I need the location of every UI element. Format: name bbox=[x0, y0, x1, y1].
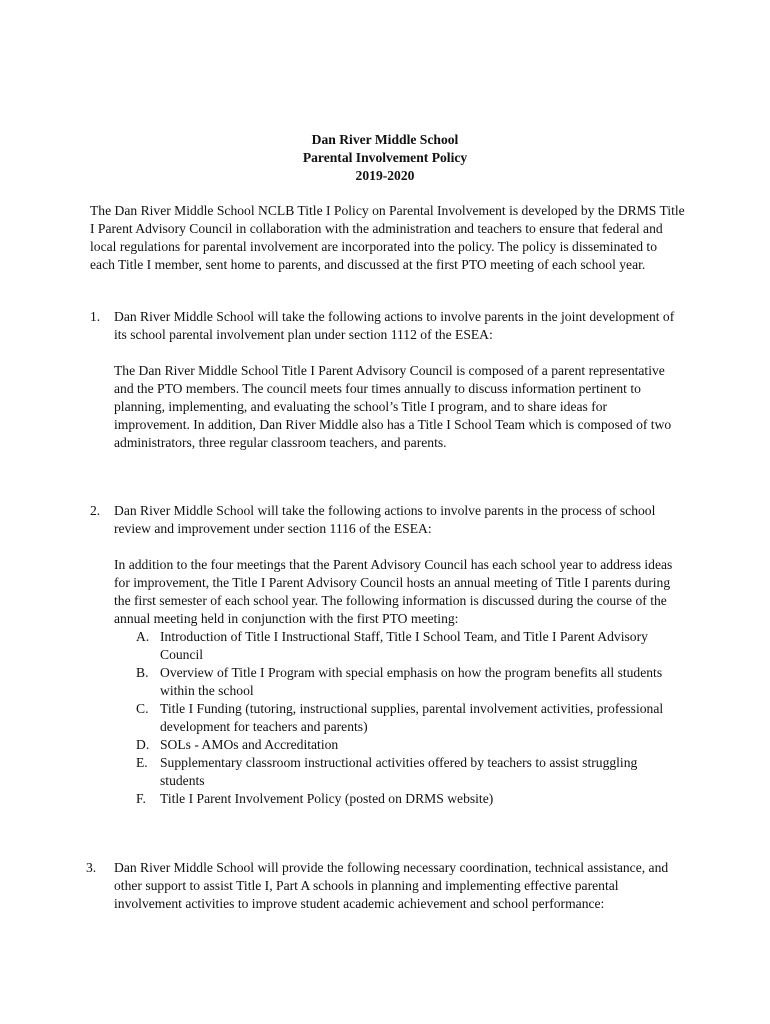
list-marker: B. bbox=[136, 665, 149, 680]
intro-paragraph: The Dan River Middle School NCLB Title I Policy on Parental Involvement is developed by the DRMS Title I Parent Advisory Council in collaboration with the administration and teachers to ensure that federal and local regulations for parental involvement are incorporated into the policy. The policy is disseminated to each Title I member, sent home to parents, and discussed at the first PTO meeting of each school year. bbox=[90, 203, 685, 272]
list-item-text: Title I Funding (tutoring, instructional supplies, parental involvement activities, professional development for teachers and parents) bbox=[160, 701, 664, 734]
item-heading: Dan River Middle School will provide the following necessary coordination, technical assistance, and other support to assist Title I, Part A schools in planning and implementing effective parental involvement activities to improve student academic achievement and school performance: bbox=[114, 860, 669, 911]
list-item-text: SOLs - AMOs and Accreditation bbox=[160, 737, 339, 752]
item-number: 2. bbox=[90, 503, 101, 518]
school-name-heading: Dan River Middle School bbox=[311, 132, 459, 147]
list-item bbox=[114, 790, 685, 808]
item-number: 1. bbox=[90, 309, 101, 324]
list-marker: F. bbox=[136, 791, 146, 806]
item-body bbox=[114, 502, 685, 808]
item-heading: Dan River Middle School will take the following actions to involve parents in the process of school review and improvement under section 1116 of the ESEA: bbox=[114, 503, 656, 536]
item-paragraph: The Dan River Middle School Title I Parent Advisory Council is composed of a parent representative and the PTO members. The council meets four times annually to discuss information pertinent to planning, implementing, and evaluating the school’s Title I program, and to share ideas for improvement. In addition, Dan River Middle also has a Title I School Team which is composed of two administrators, three regular classroom teachers, and parents. bbox=[114, 363, 672, 450]
list-item-text: Title I Parent Involvement Policy (posted on DRMS website) bbox=[160, 791, 494, 806]
list-marker: E. bbox=[136, 755, 148, 770]
list-item bbox=[114, 628, 685, 664]
list-item-text: Supplementary classroom instructional activities offered by teachers to assist struggling students bbox=[160, 755, 638, 788]
policy-title-heading: Parental Involvement Policy bbox=[302, 150, 468, 165]
list-marker: A. bbox=[136, 629, 150, 644]
list-item bbox=[114, 754, 685, 790]
list-item bbox=[114, 664, 685, 700]
list-marker: D. bbox=[136, 737, 150, 752]
item-heading: Dan River Middle School will take the following actions to involve parents in the joint development of its school parental involvement plan under section 1112 of the ESEA: bbox=[114, 309, 675, 342]
list-marker: C. bbox=[136, 701, 149, 716]
list-item-text: Overview of Title I Program with special emphasis on how the program benefits all students within the school bbox=[160, 665, 663, 698]
meeting-topics-list bbox=[114, 628, 685, 808]
policy-item-3 bbox=[86, 859, 685, 913]
list-item bbox=[114, 736, 685, 754]
policy-item-1 bbox=[90, 308, 685, 452]
school-year-heading: 2019-2020 bbox=[355, 168, 415, 183]
item-paragraph: In addition to the four meetings that the Parent Advisory Council has each school year to address ideas for improvement, the Title I Parent Advisory Council hosts an annual meeting of Title I parents during the first semester of each school year. The following information is discussed during the course of the annual meeting held in conjunction with the first PTO meeting: bbox=[114, 557, 673, 626]
document-title-block bbox=[0, 131, 770, 185]
item-number: 3. bbox=[86, 860, 97, 875]
policy-item-2 bbox=[90, 502, 685, 808]
item-body bbox=[114, 308, 685, 452]
list-item-text: Introduction of Title I Instructional Staff, Title I School Team, and Title I Parent Advisory Council bbox=[160, 629, 648, 662]
item-body bbox=[114, 859, 685, 913]
list-item bbox=[114, 700, 685, 736]
